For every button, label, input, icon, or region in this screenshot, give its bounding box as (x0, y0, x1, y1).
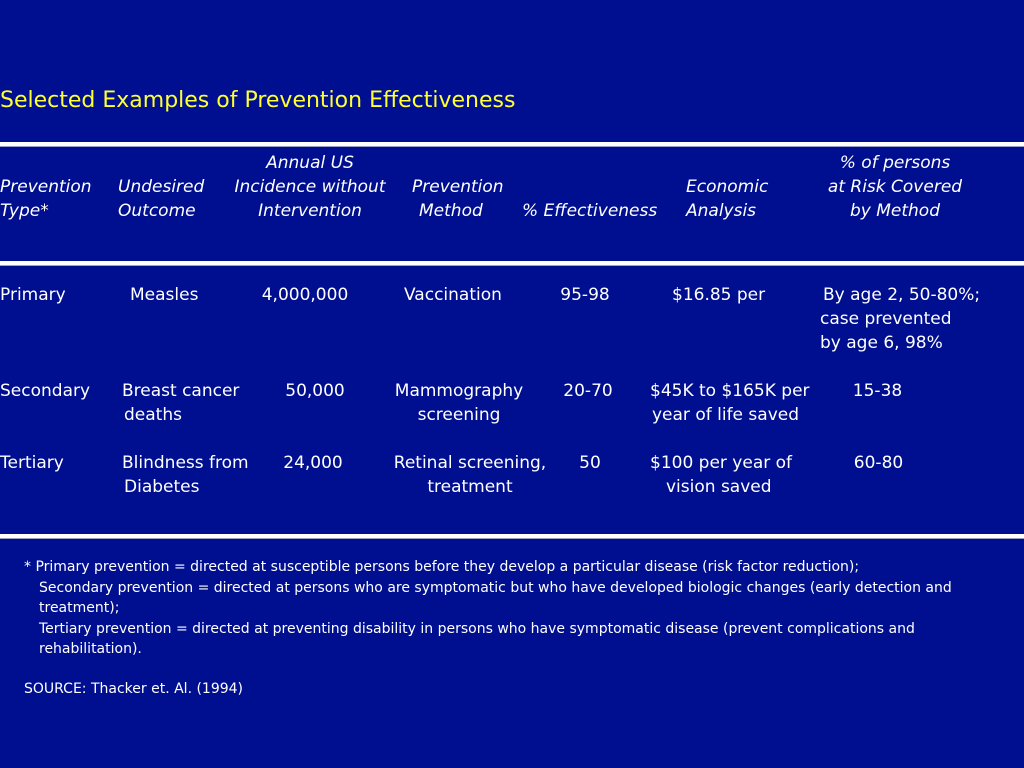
header-rule (0, 261, 1024, 265)
row-outcome: Blindness from Diabetes (122, 453, 249, 497)
row-incidence: 24,000 (283, 453, 343, 473)
row-type: Primary (0, 285, 66, 305)
row-coverage: 15-38 (852, 381, 903, 401)
row-economic: $100 per year of vision saved (650, 453, 793, 497)
slide-title: Selected Examples of Prevention Effectiveness (0, 88, 516, 113)
row-economic: $16.85 per (672, 285, 766, 305)
row-incidence: 4,000,000 (261, 285, 349, 305)
row-type: Tertiary (0, 453, 64, 473)
header-coverage: % of persons at Risk Covered by Method (827, 153, 963, 221)
row-method: Retinal screening, treatment (393, 453, 547, 497)
footnote-secondary: Secondary prevention = directed at persons who are symptomatic but who have developed biologic changes (early detection and treatment); (39, 579, 952, 616)
footnotes (24, 557, 1004, 660)
row-outcome: Measles (130, 285, 199, 305)
top-rule (0, 142, 1024, 146)
row-method: Mammography screening (394, 381, 524, 425)
row-effectiveness: 50 (579, 453, 601, 473)
row-method: Vaccination (404, 285, 502, 305)
source-citation: SOURCE: Thacker et. Al. (1994) (24, 681, 244, 697)
row-incidence: 50,000 (285, 381, 345, 401)
header-economic-analysis: Economic Analysis (686, 177, 769, 221)
footnote-tertiary: Tertiary prevention = directed at preventing disability in persons who have symptomatic disease (prevent complications and rehabilitation). (39, 620, 915, 657)
row-outcome: Breast cancer deaths (122, 381, 240, 425)
bottom-rule (0, 534, 1024, 538)
row-economic: $45K to $165K per year of life saved (650, 381, 810, 425)
footnote-primary: * Primary prevention = directed at susceptible persons before they develop a particular disease (risk factor reduction); (24, 559, 860, 575)
header-incidence: Annual US Incidence without Intervention (234, 153, 386, 221)
header-prevention-method: Prevention Method (412, 177, 504, 221)
header-undesired-outcome: Undesired Outcome (118, 177, 205, 221)
row-effectiveness: 20-70 (563, 381, 613, 401)
row-coverage: 60-80 (853, 453, 904, 473)
header-effectiveness: % Effectiveness (522, 201, 658, 221)
header-prevention-type: Prevention Type* (0, 177, 92, 221)
row-effectiveness: 95-98 (560, 285, 610, 305)
row-coverage: By age 2, 50-80%; case prevented by age 6, 98% (820, 285, 981, 353)
row-type: Secondary (0, 381, 91, 401)
